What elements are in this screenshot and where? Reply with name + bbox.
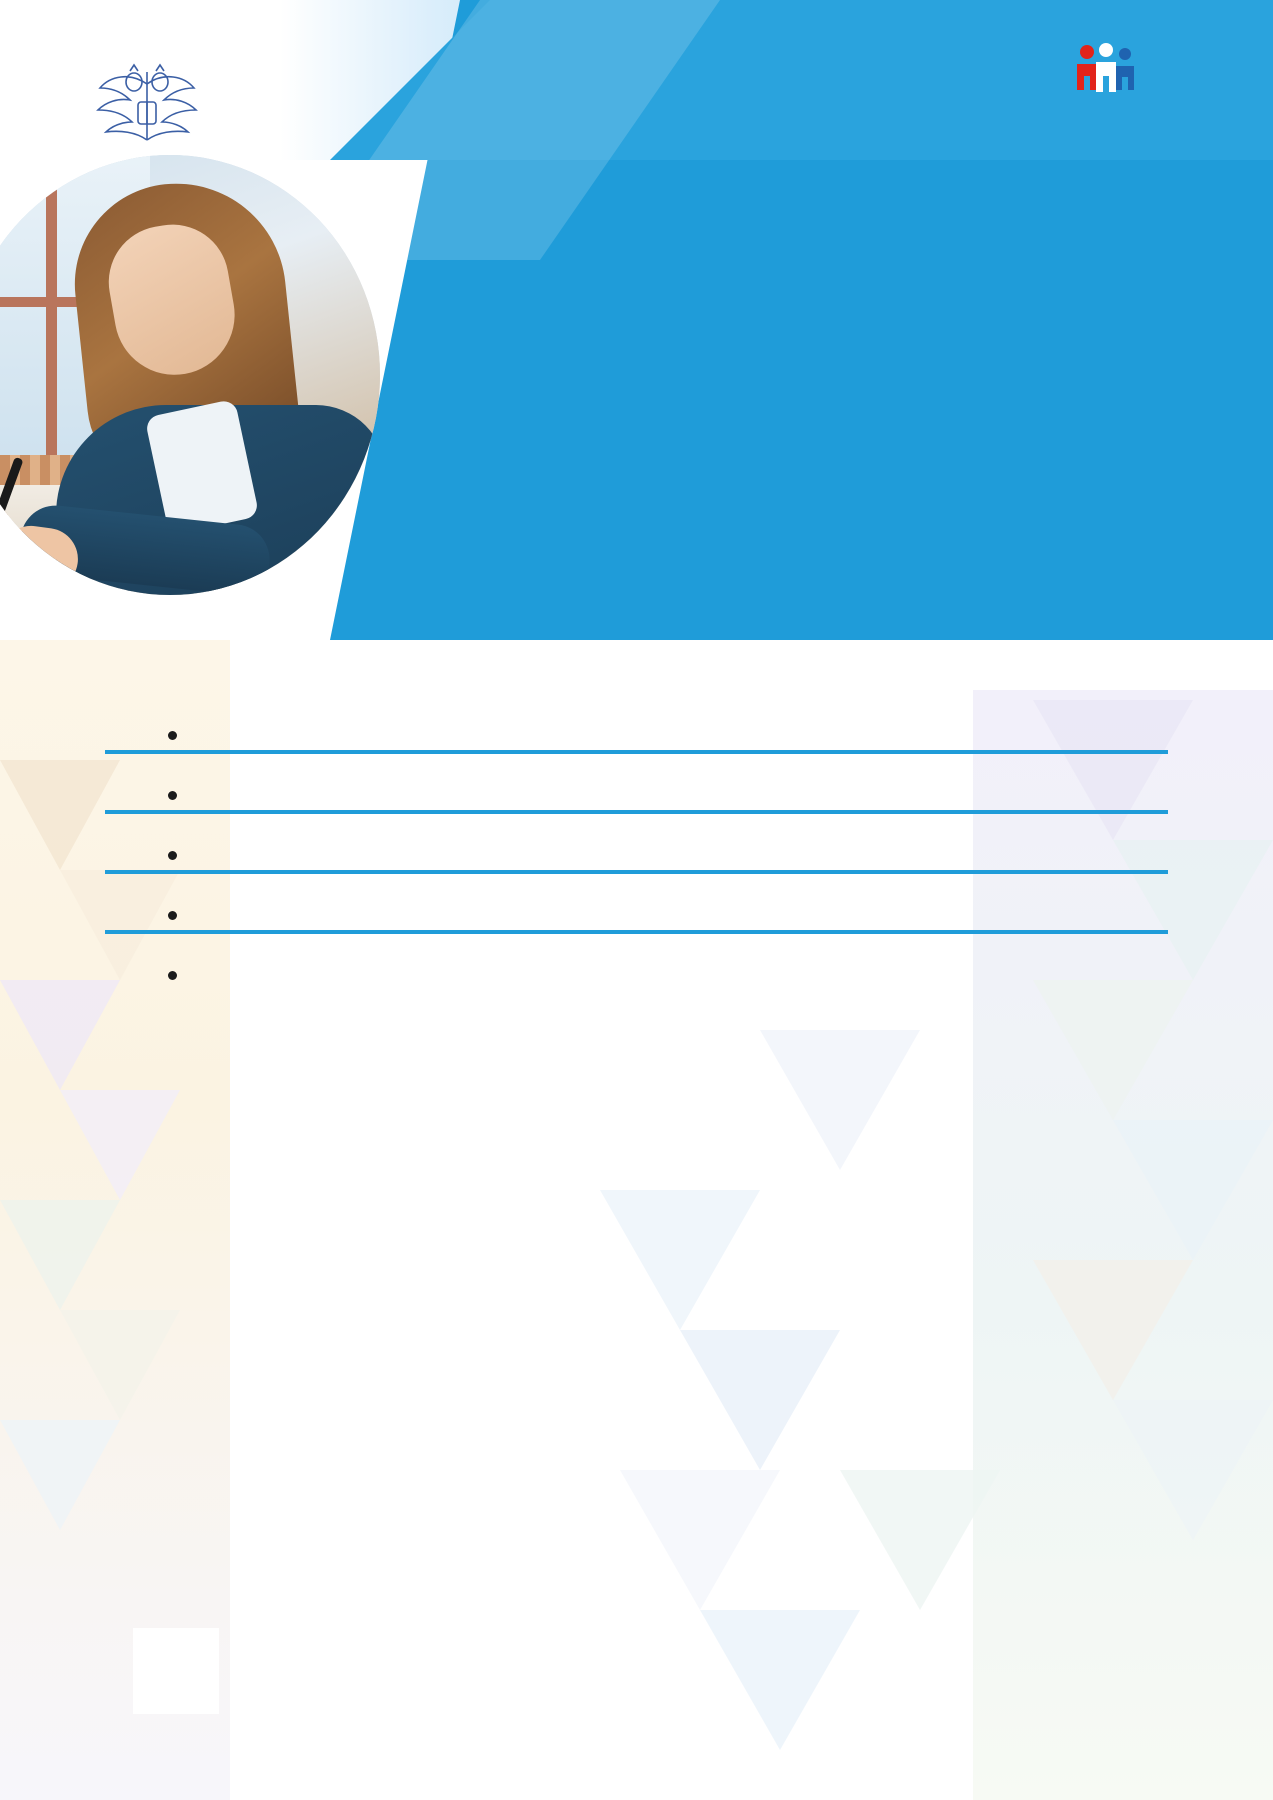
- student-writing-photo: [0, 155, 380, 595]
- poster-header: [0, 0, 1273, 640]
- bullet-dot-icon: [168, 731, 177, 740]
- list-item: [0, 820, 1273, 864]
- list-item: [0, 880, 1273, 924]
- ege-logo-mark: [1003, 42, 1213, 104]
- ege-logo: [1003, 42, 1213, 112]
- bullet-dot-icon: [168, 971, 177, 980]
- ege-figures-icon: [1073, 42, 1137, 104]
- divider: [105, 750, 1168, 754]
- qr-code-icon[interactable]: [133, 1628, 219, 1714]
- list-item: [0, 940, 1273, 984]
- divider: [105, 870, 1168, 874]
- list-item: [0, 760, 1273, 804]
- bullet-dot-icon: [168, 851, 177, 860]
- poster-footer: [0, 1600, 1273, 1800]
- divider: [105, 810, 1168, 814]
- bullet-list: [0, 700, 1273, 984]
- list-item: [0, 700, 1273, 744]
- bullet-dot-icon: [168, 911, 177, 920]
- bullet-dot-icon: [168, 791, 177, 800]
- divider: [105, 930, 1168, 934]
- double-headed-eagle-emblem-icon: [92, 62, 202, 147]
